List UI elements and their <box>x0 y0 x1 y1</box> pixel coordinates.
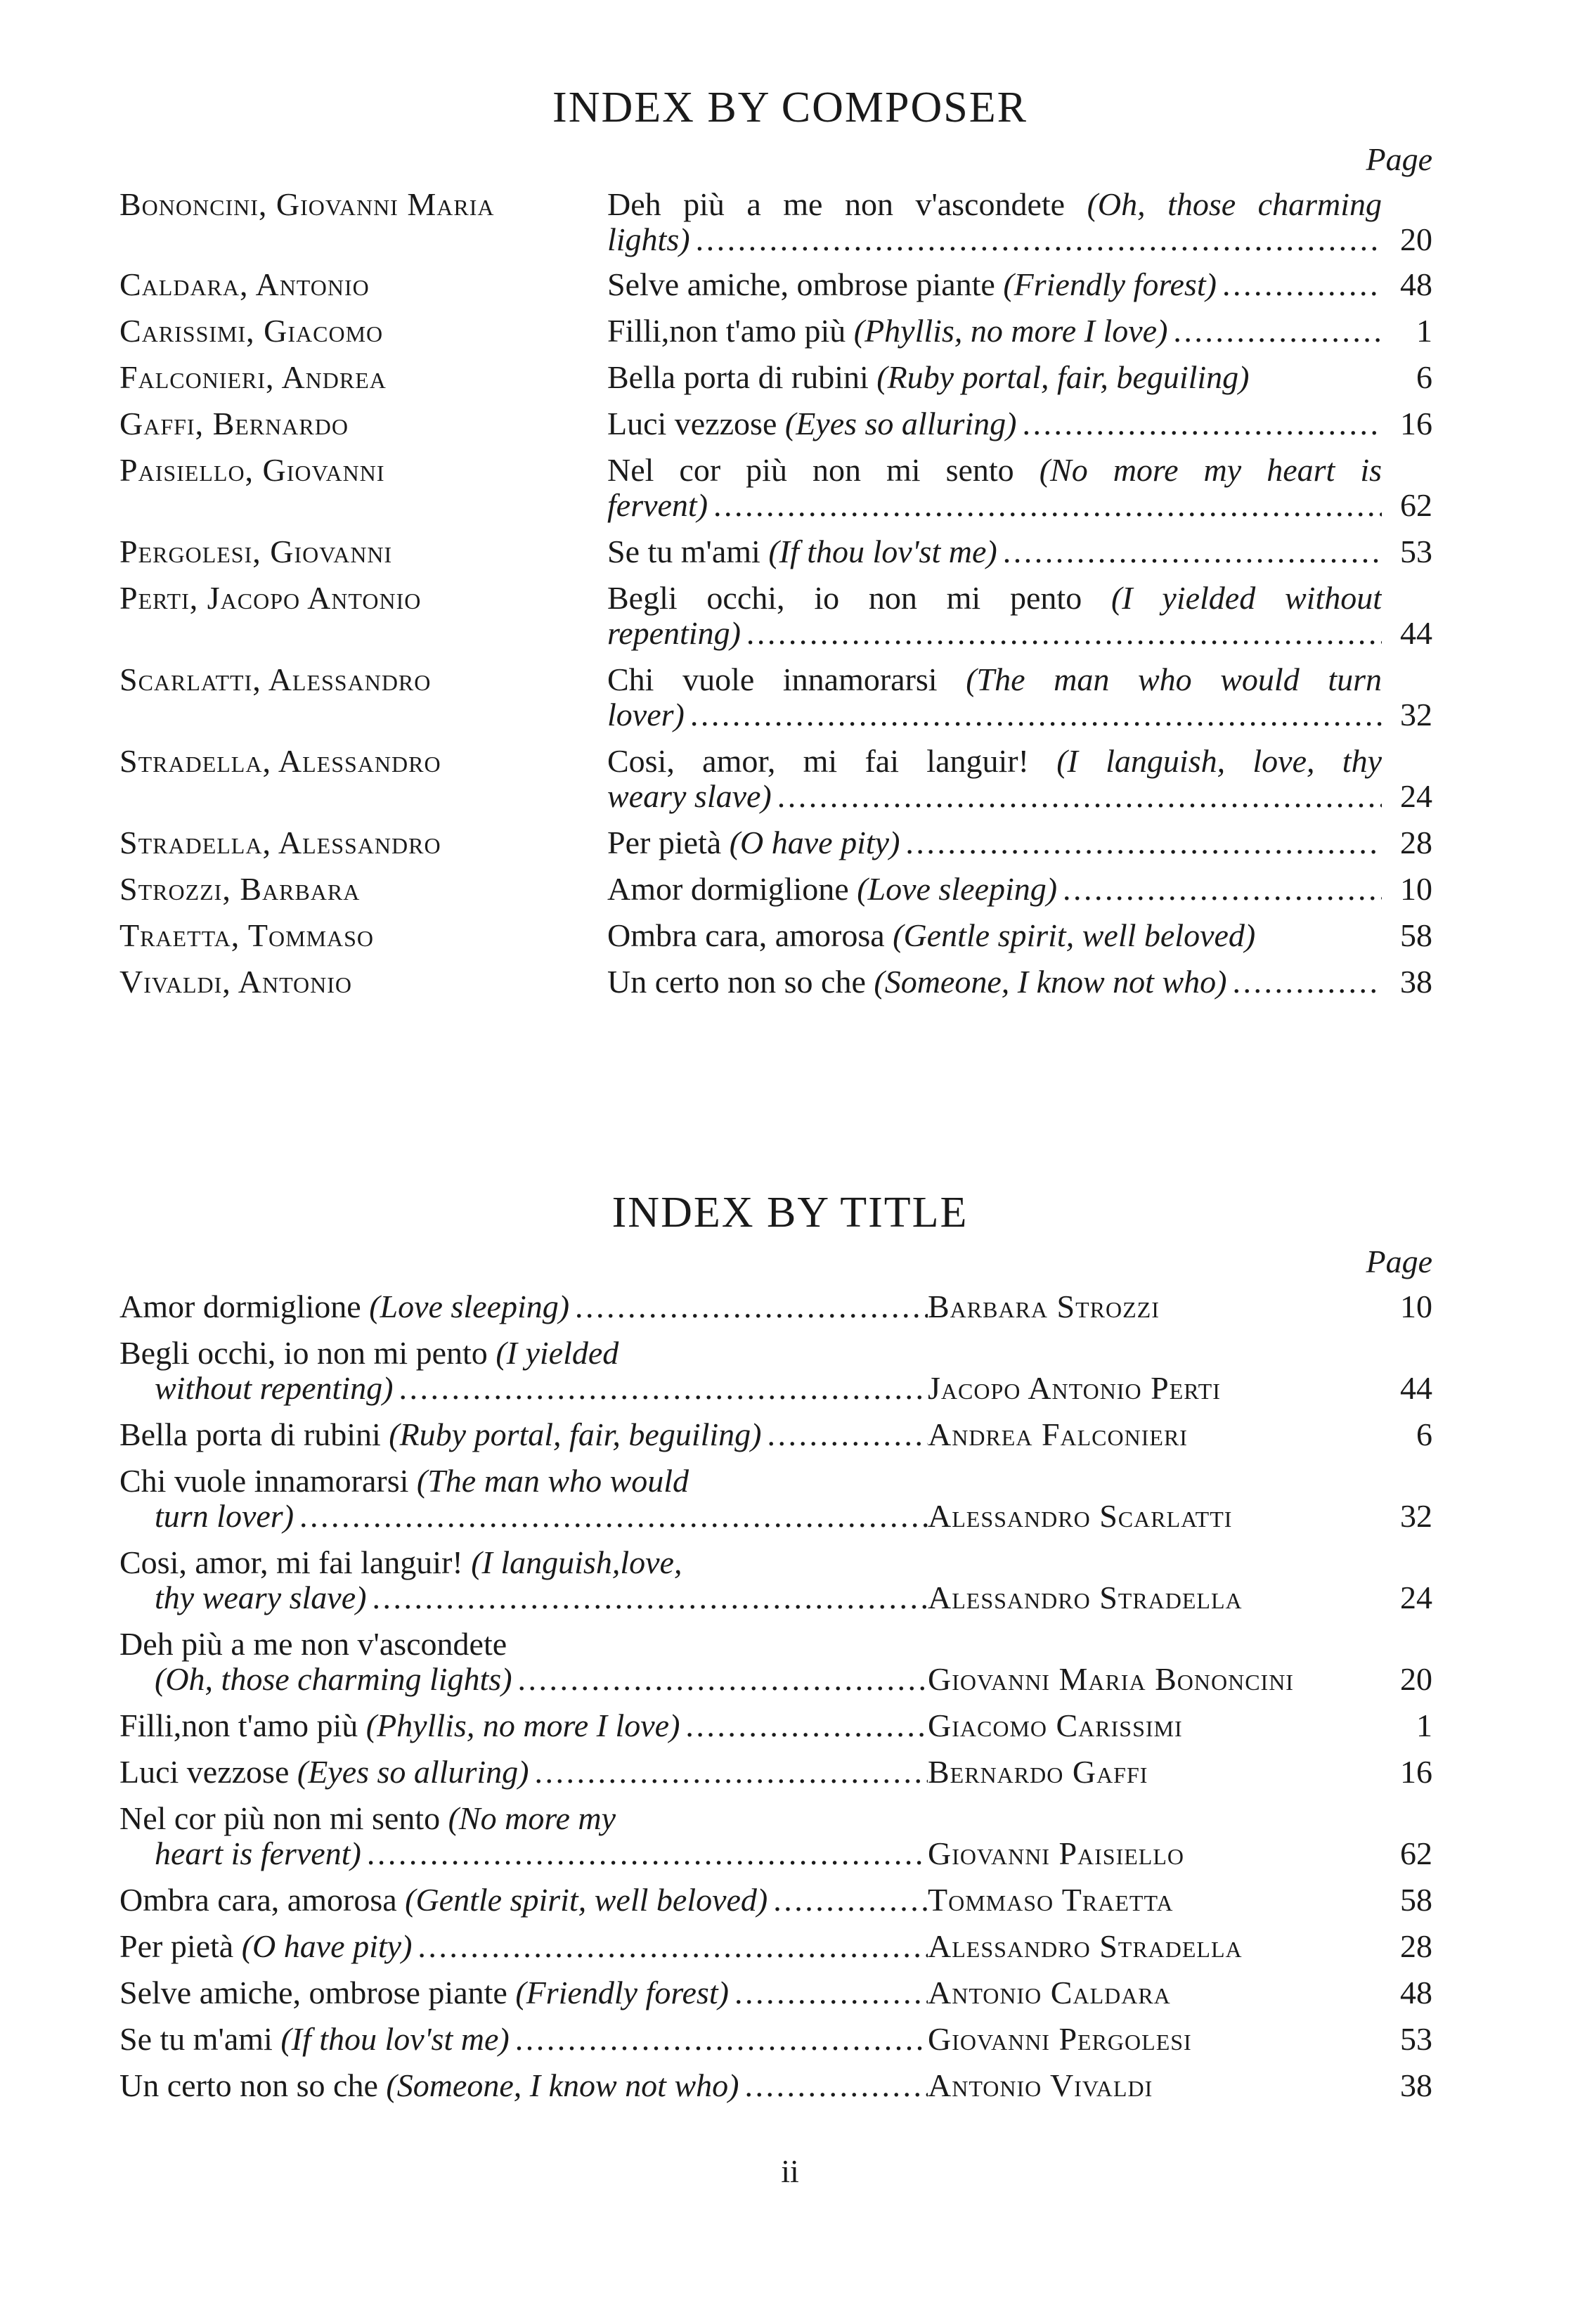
composer-name: Giacomo Carissimi <box>928 1708 1183 1743</box>
page-number: 44 <box>1400 615 1432 651</box>
composer-index-row <box>119 744 1432 814</box>
title-index-row <box>119 1975 1432 2010</box>
title-index-heading: INDEX BY TITLE <box>611 1189 969 1237</box>
song-title: Amor dormiglione (Love sleeping) . . . <box>607 872 1382 907</box>
page-number: 1 <box>1416 1708 1432 1743</box>
song-title: Se tu m'ami (If thou lov'st me) . . . <box>607 534 1382 569</box>
page-number: 6 <box>1416 1416 1432 1452</box>
composer-name: Strozzi, Barbara <box>119 871 361 907</box>
composer-name: Bernardo Gaffi <box>928 1754 1148 1790</box>
composer-index-row <box>119 872 1432 907</box>
composer-index-row <box>119 314 1432 349</box>
title-index-row <box>119 1801 1432 1871</box>
page-number: 62 <box>1400 487 1432 523</box>
song-title: Nel cor più non mi sento (No more my heart is fervent) . . . <box>607 453 1382 523</box>
page-number: 38 <box>1400 964 1432 1000</box>
title-index-row <box>119 1545 1432 1615</box>
composer-index-row <box>119 662 1432 732</box>
page-number: 20 <box>1400 1661 1432 1697</box>
page-number: 6 <box>1416 359 1432 395</box>
composer-name: Jacopo Antonio Perti <box>928 1370 1221 1406</box>
page-number: 28 <box>1400 825 1432 860</box>
composer-name: Alessandro Scarlatti <box>928 1498 1233 1534</box>
song-title: Selve amiche, ombrose piante (Friendly forest) . . . <box>607 267 1382 302</box>
composer-index-row <box>119 918 1432 953</box>
song-title: Begli occhi, io non mi pento (I yielded without repenting) . . . <box>119 1336 928 1406</box>
page-number: 44 <box>1400 1370 1432 1406</box>
song-title: Selve amiche, ombrose piante (Friendly forest) . . . <box>119 1975 928 2010</box>
composer-name: Antonio Vivaldi <box>928 2067 1153 2103</box>
footer-page-number: ii <box>781 2153 799 2189</box>
composer-index-heading: INDEX BY COMPOSER <box>552 84 1028 131</box>
title-index-row <box>119 1755 1432 1790</box>
composer-name: Antonio Caldara <box>928 1975 1171 2010</box>
composer-name: Scarlatti, Alessandro <box>119 661 432 697</box>
song-title: Chi vuole innamorarsi (The man who would turn lover) . . . <box>607 662 1382 732</box>
composer-name: Tommaso Traetta <box>928 1882 1174 1918</box>
song-title: Filli,non t'amo più (Phyllis, no more I love) . . . <box>119 1708 928 1743</box>
page-number: 24 <box>1400 778 1432 814</box>
song-title: Amor dormiglione (Love sleeping) . . . <box>119 1289 928 1324</box>
composer-name: Vivaldi, Antonio <box>119 964 353 1000</box>
composer-name: Alessandro Stradella <box>928 1580 1243 1615</box>
title-index-row <box>119 1289 1432 1324</box>
song-title: Bella porta di rubini (Ruby portal, fair, beguiling) . . . <box>119 1417 928 1452</box>
song-title: Un certo non so che (Someone, I know not who) . . . <box>607 964 1382 1000</box>
song-title: Deh più a me non v'ascondete (Oh, those charming lights) . . . <box>607 187 1382 257</box>
composer-index-row <box>119 187 1432 257</box>
composer-name: Perti, Jacopo Antonio <box>119 580 422 616</box>
composer-index-row <box>119 267 1432 302</box>
title-index-row <box>119 1417 1432 1452</box>
composer-name: Carissimi, Giacomo <box>119 313 384 349</box>
title-index-row <box>119 1929 1432 1964</box>
composer-name: Giovanni Pergolesi <box>928 2021 1192 2057</box>
composer-name: Falconieri, Andrea <box>119 359 387 395</box>
song-title: Luci vezzose (Eyes so alluring) . . . <box>607 406 1382 441</box>
page-number: 16 <box>1400 1754 1432 1790</box>
title-index-row <box>119 1627 1432 1697</box>
title-index-row <box>119 1883 1432 1918</box>
page-number: 48 <box>1400 1975 1432 2010</box>
page-number: 53 <box>1400 2021 1432 2057</box>
page-number: 32 <box>1400 697 1432 732</box>
composer-name: Gaffi, Bernardo <box>119 406 349 441</box>
page-number: 1 <box>1416 313 1432 349</box>
composer-index-row <box>119 534 1432 569</box>
page-number: 62 <box>1400 1835 1432 1871</box>
song-title: Bella porta di rubini (Ruby portal, fair, beguiling) <box>607 360 1250 395</box>
page-number: 16 <box>1400 406 1432 441</box>
page-number: 58 <box>1400 1882 1432 1918</box>
composer-name: Giovanni Paisiello <box>928 1835 1185 1871</box>
composer-index-page-label: Page <box>1366 141 1432 177</box>
song-title: Begli occhi, io non mi pento (I yielded without repenting) . . . <box>607 581 1382 651</box>
page-number: 24 <box>1400 1580 1432 1615</box>
composer-name: Bononcini, Giovanni Maria <box>119 186 495 222</box>
page-number: 58 <box>1400 917 1432 953</box>
composer-name: Alessandro Stradella <box>928 1928 1243 1964</box>
title-index-row <box>119 1708 1432 1743</box>
page-number: 28 <box>1400 1928 1432 1964</box>
composer-index-row <box>119 406 1432 441</box>
title-index-row <box>119 2022 1432 2057</box>
song-title: Cosi, amor, mi fai languir! (I languish, love, thy weary slave) . . . <box>607 744 1382 814</box>
song-title: Ombra cara, amorosa (Gentle spirit, well beloved) <box>607 918 1256 953</box>
song-title: Chi vuole innamorarsi (The man who would turn lover) . . . <box>119 1464 928 1534</box>
composer-name: Barbara Strozzi <box>928 1289 1160 1324</box>
song-title: Filli,non t'amo più (Phyllis, no more I love) . . . <box>607 314 1382 349</box>
page-number: 38 <box>1400 2067 1432 2103</box>
song-title: Per pietà (O have pity) . . . <box>607 825 1382 860</box>
song-title: Deh più a me non v'ascondete (Oh, those charming lights) . . . <box>119 1627 928 1697</box>
title-index-row <box>119 2068 1432 2103</box>
page-number: 20 <box>1400 221 1432 257</box>
composer-name: Traetta, Tommaso <box>119 917 375 953</box>
song-title: Nel cor più non mi sento (No more my heart is fervent) . . . <box>119 1801 928 1871</box>
composer-index-row <box>119 360 1432 395</box>
song-title: Un certo non so che (Someone, I know not who) . . . <box>119 2068 928 2103</box>
composer-index-row <box>119 453 1432 523</box>
song-title: Ombra cara, amorosa (Gentle spirit, well beloved) . . . <box>119 1883 928 1918</box>
composer-name: Stradella, Alessandro <box>119 825 441 860</box>
page-number: 53 <box>1400 534 1432 569</box>
composer-name: Pergolesi, Giovanni <box>119 534 393 569</box>
page-number: 10 <box>1400 1289 1432 1324</box>
song-title: Luci vezzose (Eyes so alluring) . . . <box>119 1755 928 1790</box>
page-number: 48 <box>1400 266 1432 302</box>
composer-index-row <box>119 964 1432 1000</box>
song-title: Cosi, amor, mi fai languir! (I languish,love, thy weary slave) . . . <box>119 1545 928 1615</box>
page-number: 32 <box>1400 1498 1432 1534</box>
composer-index-row <box>119 581 1432 651</box>
song-title: Se tu m'ami (If thou lov'st me) . . . <box>119 2022 928 2057</box>
title-index-row <box>119 1336 1432 1406</box>
song-title: Per pietà (O have pity) . . . <box>119 1929 928 1964</box>
page-number: 10 <box>1400 871 1432 907</box>
composer-name: Andrea Falconieri <box>928 1416 1188 1452</box>
title-index-page-label: Page <box>1366 1244 1432 1279</box>
composer-name: Caldara, Antonio <box>119 266 370 302</box>
composer-name: Paisiello, Giovanni <box>119 452 385 488</box>
composer-name: Stradella, Alessandro <box>119 743 441 779</box>
title-index-row <box>119 1464 1432 1534</box>
composer-name: Giovanni Maria Bononcini <box>928 1661 1294 1697</box>
composer-index-row <box>119 825 1432 860</box>
